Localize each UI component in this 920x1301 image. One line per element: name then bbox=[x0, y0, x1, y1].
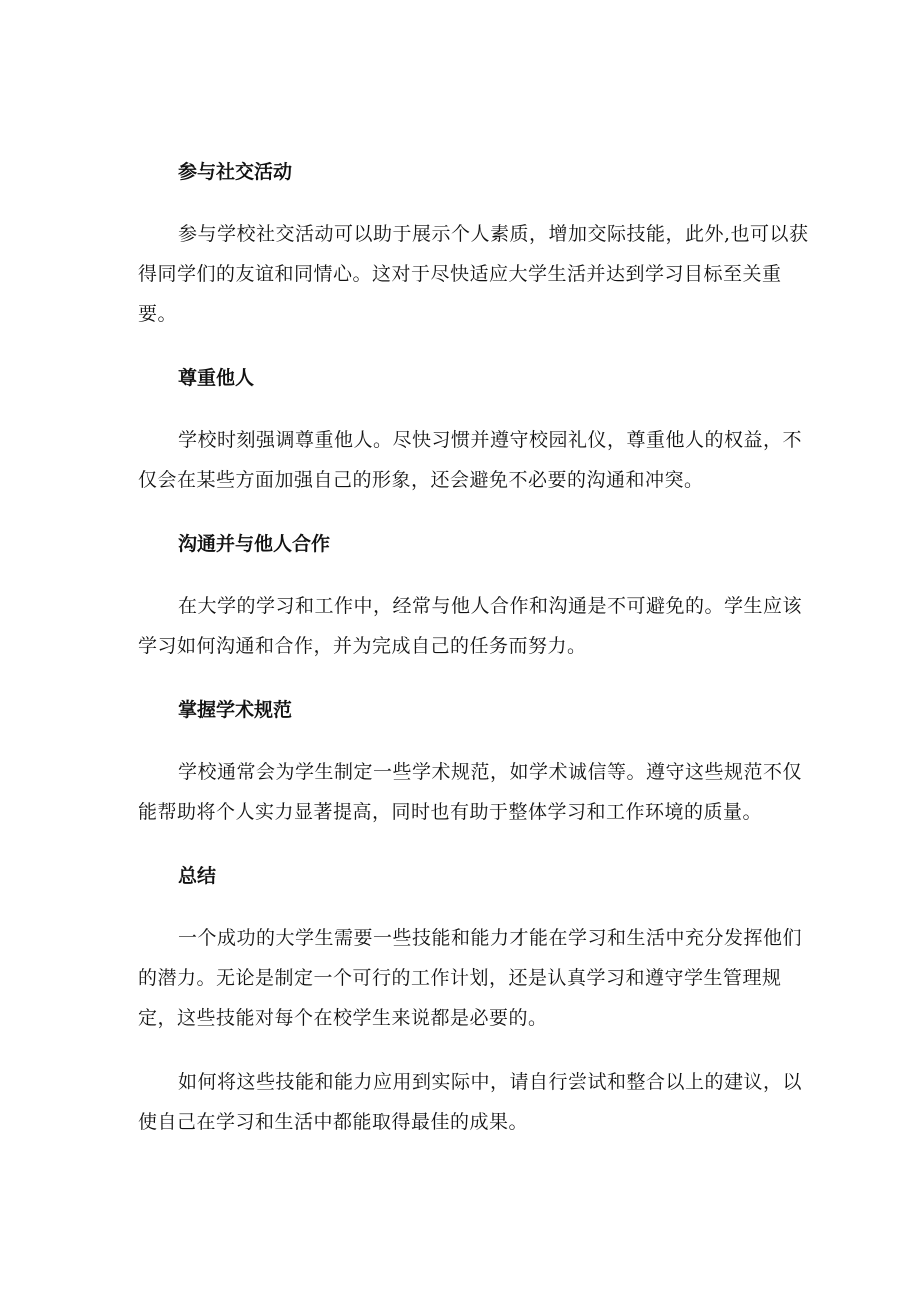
paragraph-social-activities: 参与学校社交活动可以助于展示个人素质，增加交际技能，此外,也可以获得同学们的友谊和同情心。这对于尽快适应大学生活并达到学习目标至关重要。 bbox=[138, 223, 809, 325]
paragraph-communication: 在大学的学习和工作中，经常与他人合作和沟通是不可避免的。学生应该学习如何沟通和合作，并为完成自己的任务而努力。 bbox=[138, 595, 803, 657]
section-heading-respect-others: 尊重他人 bbox=[178, 367, 255, 389]
paragraph-summary-2: 如何将这些技能和能力应用到实际中，请自行尝试和整合以上的建议，以使自己在学习和生活中都能取得最佳的成果。 bbox=[138, 1071, 803, 1133]
document-body bbox=[138, 152, 810, 1142]
section-heading-academic-norms: 掌握学术规范 bbox=[178, 699, 293, 721]
section-heading-communication: 沟通并与他人合作 bbox=[178, 533, 331, 555]
section-heading-social-activities: 参与社交活动 bbox=[178, 161, 293, 183]
paragraph-academic-norms: 学校通常会为学生制定一些学术规范，如学术诚信等。遵守这些规范不仅能帮助将个人实力显著提高，同时也有助于整体学习和工作环境的质量。 bbox=[138, 761, 803, 823]
paragraph-respect-others: 学校时刻强调尊重他人。尽快习惯并遵守校园礼仪，尊重他人的权益，不仅会在某些方面加强自己的形象，还会避免不必要的沟通和冲突。 bbox=[138, 429, 803, 491]
paragraph-summary-1: 一个成功的大学生需要一些技能和能力才能在学习和生活中充分发挥他们的潜力。无论是制定一个可行的工作计划，还是认真学习和遵守学生管理规定，这些技能对每个在校学生来说都是必要的。 bbox=[138, 927, 803, 1029]
section-heading-summary: 总结 bbox=[178, 865, 217, 887]
